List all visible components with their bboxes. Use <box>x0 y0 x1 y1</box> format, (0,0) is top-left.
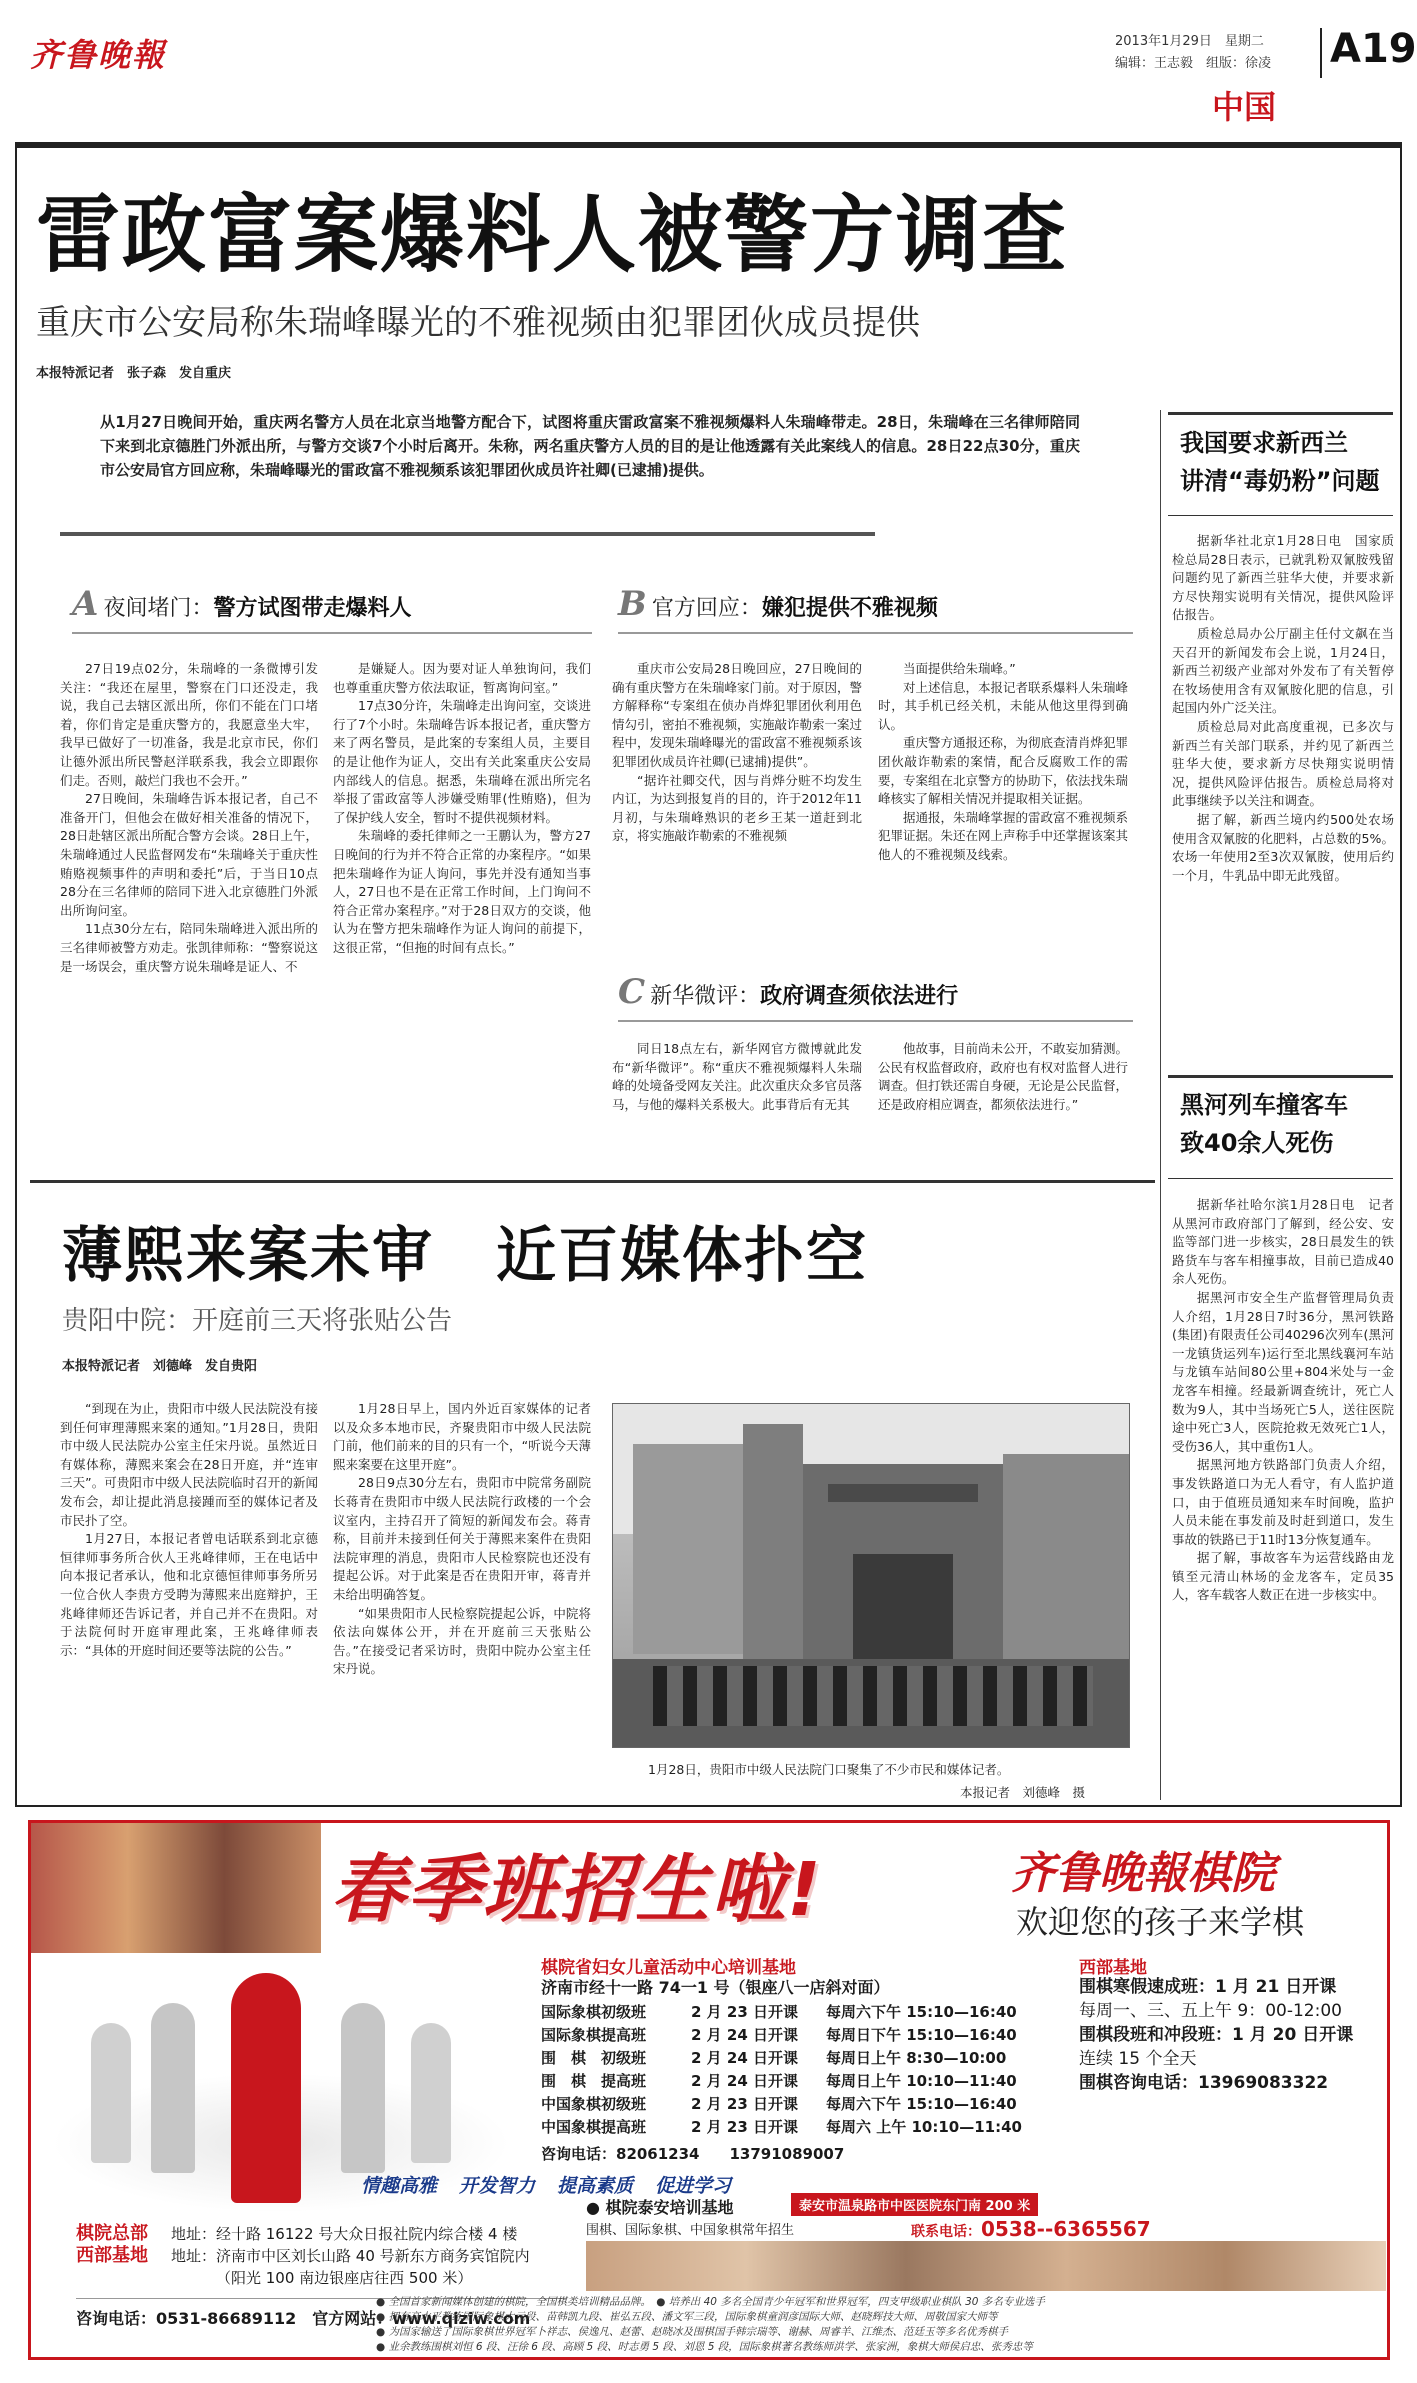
header-divider <box>1320 28 1322 78</box>
coaches-photo-strip <box>586 2241 1386 2291</box>
paragraph: 据通报，朱瑞峰掌握的雷政富不雅视频系犯罪证据。朱还在网上声称手中还掌握该案其他人的不雅视频及线索。 <box>878 809 1129 862</box>
sidebar-rule <box>1168 1178 1393 1179</box>
west-base-schedule: 围棋寒假速成班：1 月 21 日开课 每周一、三、五上午 9：00-12:00 围棋段班和冲段班：1 月 20 日开课 连续 15 个全天 围棋咨询电话：13969083322 <box>1079 1977 1354 2093</box>
sidebar-headline-b: 黑河列车撞客车 致40余人死伤 <box>1180 1091 1348 1157</box>
paragraph: 据新华社北京1月28日电 国家质检总局28日表示，已就乳粉双氰胺残留问题约见了新西兰驻华大使，并要求新方尽快翔实说明有关情况，提供风险评估报告。 <box>1172 533 1394 623</box>
sidebar-story-b-body <box>1172 1196 1394 1605</box>
ad-slogans: 情趣高雅 开发智力 提高素质 促进学习 <box>361 2175 732 2197</box>
taian-base-title: ● 棋院泰安培训基地 <box>586 2198 734 2217</box>
course-row: 国际象棋初级班 2 月 23 日开课 每周六下午 15:10—16:40 <box>541 2003 1017 2021</box>
section-name: 中国 <box>1212 88 1277 126</box>
paragraph: “据许社卿交代，因与肖烨分赃不均发生内讧，为达到报复肖的目的，许于2012年11月初，与朱瑞峰熟识的老乡王某一道赶到北京，将实施敲诈勒索的不雅视频 <box>612 772 862 844</box>
section-c-heading <box>618 972 958 1012</box>
paragraph: “如果贵阳市人民检察院提起公诉，中院将依法向媒体公开，并在开庭前三天张贴公告。”在接受记者采访时，贵阳中院办公室主任宋丹说。 <box>333 1605 591 1677</box>
sidebar-mid-rule <box>1168 1075 1393 1078</box>
paragraph: 据了解，事故客车为运营线路由龙镇至元清山林场的金龙客车，定员35人，客车载客人数正在进一步核实中。 <box>1172 1550 1394 1603</box>
story2-column-1 <box>60 1400 318 1660</box>
section-a-column-1 <box>60 660 318 976</box>
lead-underline <box>60 532 875 536</box>
taian-courses: 围棋、国际象棋、中国象棋常年招生 <box>586 2223 795 2238</box>
photo-caption: 1月28日，贵阳市中级人民法院门口聚集了不少市民和媒体记者。 <box>648 1762 1010 1777</box>
course-row: 中国象棋提高班 2 月 23 日开课 每周六 上午 10:10—11:40 <box>541 2118 1022 2136</box>
paragraph: 据新华社哈尔滨1月28日电 记者从黑河市政府部门了解到，经公安、安监等部门进一步核实，28日晨发生的铁路货车与客车相撞事故，目前已造成40余人死伤。 <box>1172 1197 1394 1287</box>
section-a-column-2 <box>333 660 591 958</box>
west-base-title: 西部基地 <box>1079 1958 1147 1978</box>
sidebar-top-rule <box>1168 412 1393 415</box>
section-c-letter: C <box>618 972 646 1012</box>
paragraph: 质检总局办公厅副主任付文飙在当天召开的新闻发布会上说，1月24日，新西兰初级产业部对外发布了有关暂停在牧场使用含有双氰胺化肥的信息，引起国内外广泛关注。 <box>1172 625 1394 716</box>
frame-top-bar <box>15 142 1402 148</box>
paragraph: 朱瑞峰的委托律师之一王鹏认为，警方27日晚间的行为并不符合正常的办案程序。“如果把朱瑞峰作为证人询问，事先并没有通知当事人，27日也不是在正常工作时间，上门询问不符合正常办案程序。”对于28日双方的交谈，他认为在警方把朱瑞峰作为证人询问的前提下，这很正常，“但拖的时间有点长。” <box>333 828 591 955</box>
section-a-letter: A <box>72 584 99 624</box>
course-row: 国际象棋提高班 2 月 24 日开课 每周日下午 15:10—16:40 <box>541 2026 1017 2044</box>
sidebar-divider <box>1160 410 1161 1800</box>
course-row: 中国象棋初级班 2 月 23 日开课 每周六下午 15:10—16:40 <box>541 2095 1017 2113</box>
main-subheadline: 重庆市公安局称朱瑞峰曝光的不雅视频由犯罪团伙成员提供 <box>36 303 920 343</box>
section-b-column-2 <box>878 660 1128 865</box>
paragraph: 质检总局对此高度重视，已多次与新西兰有关部门联系，并约见了新西兰驻华大使，要求新方尽快翔实说明情况，提供风险评估报告。质检总局将对此事继续予以关注和调查。 <box>1172 718 1394 809</box>
main-headline: 雷政富案爆料人被警方调查 <box>36 186 1069 284</box>
photo-credit: 本报记者 刘德峰 摄 <box>960 1785 1086 1800</box>
sidebar-rule <box>1168 515 1393 516</box>
section-a-rule <box>72 632 592 634</box>
section-b-heading <box>618 584 938 624</box>
honors-list: ● 全国首家新闻媒体创建的棋院，全国棋类培训精品品牌。 ● 培养出 40 多名全国青少年冠军和世界冠军，四支甲级职业棋队 30 多名专业选手 ● 拥有高水平教练国际象棋大元段、苗韩凯九段、崔弘五段、潘文军三段，国际象棋童润彦国际大师、赵晓辉技大师、周敬国家大师等 ● 为国家输送了国际象棋世界冠军卜祥志、侯逸凡、赵蕾、赵晓冰及围棋国手韩宗瑞等、谢赫、周睿羊、江维杰、范廷玉等多名优秀棋手 ● 业余教练围棋刘恒 6 段、汪徐 6 段、高顾 5 段、时志勇 5 段、刘恩 5 段，国际象棋著名教练师洪学、张家洲，象棋大师侯启忠、张秀忠等 <box>376 2296 1045 2353</box>
course-row: 围 棋 提高班 2 月 24 日开课 每周日上午 10:10—11:40 <box>541 2072 1017 2090</box>
paragraph: 17点30分许，朱瑞峰走出询问室，交谈进行了7个小时。朱瑞峰告诉本报记者，重庆警方来了两名警员，是此案的专案组人员，主要目的是让他作为证人，交出有关此案重庆公安局内部线人的信息。据悉，朱瑞峰在派出所完名举报了雷政富等人涉嫌受贿罪(性贿赂)，但为了保护线人安全，暂时不提供视频材料。 <box>333 698 591 825</box>
issue-date: 2013年1月29日 星期二 <box>1115 34 1264 49</box>
ad-main-title: 春季班招生啦! <box>331 1847 823 1933</box>
main-byline: 本报特派记者 张子森 发自重庆 <box>36 366 232 381</box>
ad-brand: 齐鲁晚報棋院 <box>1011 1848 1275 1899</box>
main-lead-paragraph: 从1月27日晚间开始，重庆两名警方人员在北京当地警方配合下，试图将重庆雷政富案不雅视频爆料人朱瑞峰带走。28日，朱瑞峰在三名律师陪同下来到北京德胜门外派出所，与警方交谈7个小时后离开。朱称，两名重庆警方人员的目的是让他透露有关此案线人的信息。28日22点30分，重庆市公安局官方回应称，朱瑞峰曝光的雷政富不雅视频系该犯罪团伙成员许社卿(已逮捕)提供。 <box>100 413 1080 479</box>
court-photo <box>612 1403 1130 1748</box>
ad-brand-slogan: 欢迎您的孩子来学棋 <box>1016 1903 1305 1941</box>
paragraph: 1月27日，本报记者曾电话联系到北京德恒律师事务所合伙人王兆峰律师，王在电话中向本报记者承认，他和北京德恒律师事务所另一位合伙人李贵方受聘为薄熙来出庭辩护，王兆峰律师还告诉记者，并自己并不在贵阳。对于法院何时开庭审理此案，王兆峰律师表示：“具体的开庭时间还要等法院的公告。” <box>60 1531 318 1658</box>
taian-base-address: 泰安市温泉路市中医医院东门南 200 米 <box>791 2193 1038 2216</box>
paragraph: “到现在为止，贵阳市中级人民法院没有接到任何审理薄熙来案的通知。”1月28日，贵阳市中级人民法院办公室主任宋丹说。虽然近日有媒体称，薄熙来案会在28日开庭，并“连审三天”。可贵阳市中级人民法院临时召开的新闻发布会，却让提此消息接踵而至的媒体记者及市民扑了空。 <box>60 1401 318 1528</box>
paragraph: 重庆警方通报还称，为彻底查清肖烨犯罪团伙敲诈勒索的案情，配合反腐败工作的需要，专案组在北京警方的协助下，依法找朱瑞峰核实了解相关情况并提取相关证据。 <box>878 735 1129 807</box>
section-c-column-2 <box>878 1040 1128 1114</box>
paragraph: 是嫌疑人。因为要对证人单独询问，我们也尊重重庆警方依法取证，暂离询问室。” <box>333 661 591 695</box>
paragraph: 27日19点02分，朱瑞峰的一条微博引发关注：“我还在屋里，警察在门口还没走，我说，我自己去辖区派出所，你们不能在门口堵着，你们肯定是重庆警方的，我愿意坐大牢，我早已做好了一切准备，我是北京市民，你们让德外派出所民警赵洋联系我，我会立即跟你们走。否则，敲烂门我也不会开。” <box>60 661 318 788</box>
sidebar-headline-a: 我国要求新西兰 讲清“毒奶粉”问题 <box>1180 429 1380 495</box>
sidebar-story-a-body <box>1172 532 1394 885</box>
page-number: A19 <box>1330 26 1417 72</box>
story2-column-2 <box>333 1400 591 1679</box>
chess-school-advertisement <box>28 1820 1390 2360</box>
masthead-logo: 齐鲁晚報 <box>30 36 167 74</box>
section-b-letter: B <box>618 584 647 624</box>
center-phone: 咨询电话：82061234 13791089007 <box>541 2145 845 2163</box>
paragraph: 当面提供给朱瑞峰。” <box>903 661 1016 676</box>
section-b-title: 官方回应：嫌犯提供不雅视频 <box>651 596 938 621</box>
red-pawn-icon <box>231 1973 301 2203</box>
paragraph: 据黑河地方铁路部门负责人介绍，事发铁路道口为无人看守，有人监护道口，由于值班员通知来车时间晚，监护人员未能在事发前及时赶到道口，发生事故的铁路已于11时13分恢复通车。 <box>1172 1457 1394 1547</box>
center-base-title: 棋院省妇女儿童活动中心培训基地 <box>541 1958 796 1978</box>
paragraph: 28日9点30分左右，贵阳市中院常务副院长蒋青在贵阳市中级人民法院行政楼的一个会议室内，主持召开了简短的新闻发布会。蒋青称，目前并未接到任何关于薄熙来案件在贵阳法院审理的消息，贵阳市人民检察院也还没有提起公诉。对于此案是否在贵阳开审，蒋青并未给出明确答复。 <box>333 1475 591 1602</box>
section-a-heading <box>72 584 412 624</box>
paragraph: 对上述信息，本报记者联系爆料人朱瑞峰时，其手机已经关机，未能从他这里得到确认。 <box>878 679 1129 732</box>
paragraph: 1月28日早上，国内外近百家媒体的记者以及众多本地市民，齐聚贵阳市中级人民法院门前，他们前来的目的只有一个，“听说今天薄熙来案要在这里开庭”。 <box>333 1401 591 1472</box>
story-divider <box>30 1180 1155 1183</box>
paragraph: 重庆市公安局28日晚回应，27日晚间的确有重庆警方在朱瑞峰家门前。对于原因，警方解释称“专案组在侦办肖烨犯罪团伙利用色情勾引，密拍不雅视频，实施敲诈勒索一案过程中，发现朱瑞峰曝光的雷政富不雅视频系该犯罪团伙成员许社卿(已逮捕)提供”。 <box>612 661 863 769</box>
taian-phone: 联系电话：0538--6365567 <box>911 2217 1151 2241</box>
second-subheadline: 贵阳中院：开庭前三天将张贴公告 <box>62 1306 453 1336</box>
second-byline: 本报特派记者 刘德峰 发自贵阳 <box>62 1359 258 1374</box>
center-base-address: 济南市经十一路 74一1 号（银座八一店斜对面） <box>541 1978 890 1997</box>
course-row: 围 棋 初级班 2 月 24 日开课 每周日上午 8:30—10:00 <box>541 2049 1007 2067</box>
course-schedule <box>541 2001 1061 2139</box>
hq-addresses: 地址：经十路 16122 号大众日报社院内综合楼 4 楼 地址：济南市中区刘长山路 40 号新东方商务宾馆院内 （阳光 100 南边银座店往西 500 米） <box>171 2225 530 2287</box>
section-c-title: 新华微评：政府调查须依法进行 <box>650 984 959 1009</box>
hq-labels: 棋院总部 西部基地 <box>76 2223 148 2266</box>
paragraph: 据黑河市安全生产监督管理局负责人介绍，1月28日7时36分，黑河铁路(集团)有限责任公司40296次列车(黑河一龙镇货运列车)运行至北黑线襄河车站与龙镇车站间80公里+804米处与一金龙客车相撞。经最新调查统计，死亡人数为9人，其中当场死亡5人，送往医院途中死亡3人，医院抢救无效死亡1人，受伤36人，其中重伤1人。 <box>1172 1289 1394 1454</box>
paragraph: 27日晚间，朱瑞峰告诉本报记者，自己不准备开门，但他会在做好相关准备的情况下，28日赴辖区派出所配合警方会谈。28日上午，朱瑞峰通过人民监督网发布“朱瑞峰关于重庆性贿赂视频事件的声明和委托”后，于当日10点28分在三名律师的陪同下进入北京德胜门外派出所询问室。 <box>60 791 318 918</box>
bullet-icon: ● <box>586 2198 600 2217</box>
section-c-rule <box>618 1020 1133 1022</box>
section-a-title: 夜间堵门：警方试图带走爆料人 <box>103 596 412 621</box>
hotline-website: 咨询电话：0531-86689112 官方网站：www.qiziw.com <box>76 2309 531 2328</box>
paragraph: 据了解，新西兰境内约500处农场使用含双氰胺的化肥料，占总数的5%。农场一年使用2至3次双氰胺，使用后约一个月，牛乳品中即无此残留。 <box>1172 811 1394 883</box>
paragraph: 11点30分左右，陪同朱瑞峰进入派出所的三名律师被警方劝走。张凯律师称：“警察说这是一场误会，重庆警方说朱瑞峰是证人、不 <box>60 921 318 974</box>
section-b-rule <box>618 632 1133 634</box>
paragraph: 他故事，目前尚未公开，不敢妄加猜测。公民有权监督政府，政府也有权对监督人进行调查。但打铁还需自身硬，无论是公民监督，还是政府相应调查，都须依法进行。” <box>878 1041 1129 1112</box>
editor-credits: 编辑：王志毅 组版：徐凌 <box>1115 56 1272 71</box>
paragraph: 同日18点左右，新华网官方微博就此发布“新华微评”。称“重庆不雅视频爆料人朱瑞峰的处境备受网友关注。此次重庆众多官员落马，与他的爆料关系极大。此事背后有无其 <box>612 1041 863 1112</box>
section-c-column-1 <box>612 1040 862 1114</box>
second-headline: 薄熙来案未审 近百媒体扑空 <box>62 1221 868 1291</box>
students-photo <box>31 1823 321 1953</box>
section-b-column-1 <box>612 660 862 846</box>
